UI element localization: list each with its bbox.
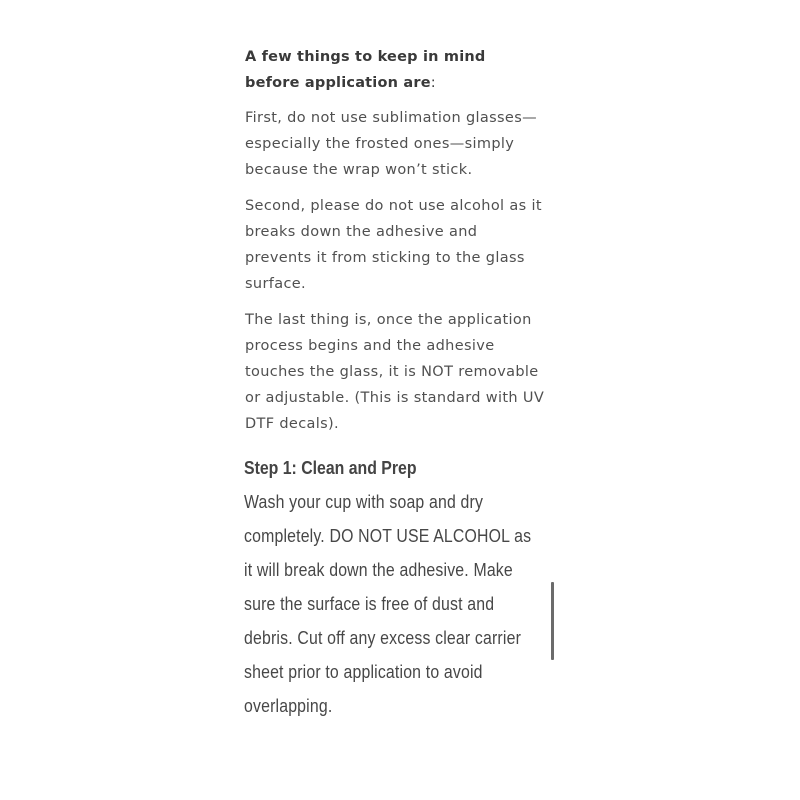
paragraph-second-tip: Second, please do not use alcohol as it breaks down the adhesive and prevents it from sticking to the glass surface. [245, 198, 542, 292]
paragraph-last-tip: The last thing is, once the application process begins and the adhesive touches the glass, it is NOT removable or adjustable. (This is standard with UV DTF decals). [245, 312, 545, 432]
step-1-heading: Step 1: Clean and Prep [244, 458, 417, 478]
paragraph-first-tip: First, do not use sublimation glasses—especially the frosted ones—simply because the wrap won’t stick. [245, 110, 537, 178]
intro-heading-text: A few things to keep in mind before application are [245, 49, 486, 91]
intro-heading-colon: : [430, 75, 436, 91]
article-content [245, 44, 545, 723]
intro-heading [245, 44, 545, 96]
step-1-body: Wash your cup with soap and dry completely. DO NOT USE ALCOHOL as it will break down the adhesive. Make sure the surface is free of dust and debris. Cut off any excess clear carrier sheet prior to application to avoid overlapping. [244, 492, 532, 716]
scrollbar-thumb[interactable] [551, 582, 554, 660]
